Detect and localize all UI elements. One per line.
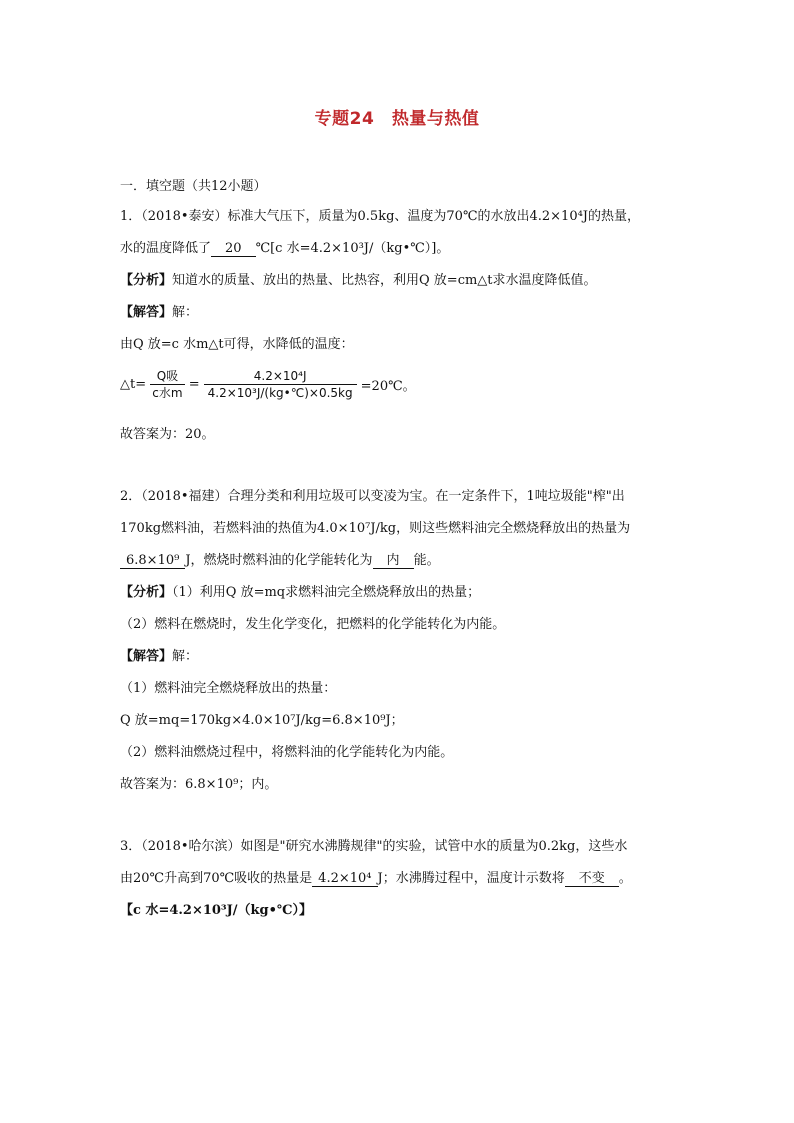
q1-solve-text: 解：	[172, 305, 199, 320]
solve-tag: 【解答】	[120, 305, 173, 320]
q2-step1: （1）燃料油完全燃烧释放出的热量：	[120, 681, 337, 696]
q1-formula	[120, 368, 416, 408]
analysis-tag: 【分析】	[120, 585, 173, 600]
q2-answer-blank-heat: 6.8×10⁹	[120, 553, 185, 569]
q2-step3: （2）燃料油燃烧过程中，将燃料油的化学能转化为内能。	[120, 745, 454, 760]
q2-line3-post: 能。	[413, 553, 440, 568]
formula-equals: =	[188, 377, 200, 392]
q2-solve-text: 解：	[172, 649, 199, 664]
solve-tag: 【解答】	[120, 649, 173, 664]
q3-line2-mid: J；水沸腾过程中，温度计示数将	[377, 871, 565, 886]
page-title: 专题24 热量与热值	[314, 109, 480, 129]
q3-line2-post: 。	[618, 871, 632, 886]
fraction-numerator: 4.2×10⁴J	[204, 368, 357, 385]
q3-line1: 3．（2018•哈尔滨）如图是"研究水沸腾规律"的实验，试管中水的质量为0.2kg，这些水	[120, 839, 628, 854]
fraction-denominator: 4.2×10³J/(kg•℃)×0.5kg	[207, 386, 353, 400]
q2-analysis	[120, 584, 480, 602]
q1-analysis-text: 知道水的质量、放出的热量、比热容，利用Q 放=cm△t求水温度降低值。	[172, 273, 597, 288]
q3-answer-blank-thermometer: 不变	[565, 871, 619, 887]
q2-step2: Q 放=mq=170kg×4.0×10⁷J/kg=6.8×10⁹J；	[120, 713, 404, 728]
q1-analysis	[120, 272, 597, 290]
q1-solve	[120, 304, 198, 322]
q1-line2-pre: 水的温度降低了	[120, 241, 212, 256]
q3-line2	[120, 870, 632, 888]
q2-analysis-text: （1）利用Q 放=mq求燃料油完全燃烧释放出的热量；	[172, 585, 481, 600]
q1-line1: 1．（2018•泰安）标准大气压下，质量为0.5kg、温度为70℃的水放出4.2×10⁴J的热量，	[120, 209, 641, 224]
q1-answer: 故答案为：20。	[120, 427, 215, 442]
fraction-q-over-cm	[150, 368, 184, 401]
section-heading: 一．填空题（共12小题）	[120, 179, 267, 194]
q3-answer-blank-heat: 4.2×10⁴	[312, 871, 377, 887]
q2-analysis2: （2）燃料在燃烧时，发生化学变化，把燃料的化学能转化为内能。	[120, 617, 506, 632]
fraction-values	[204, 368, 357, 401]
q2-line3	[120, 552, 440, 570]
q1-answer-blank: 20	[211, 241, 256, 257]
fraction-denominator: c水m	[152, 386, 183, 400]
formula-rhs: =20℃。	[360, 379, 416, 394]
q3-line2-pre: 由20℃升高到70℃吸收的热量是	[120, 871, 313, 886]
q3-line3: 【c 水=4.2×10³J/（kg•℃）】	[120, 903, 313, 918]
q2-solve	[120, 648, 198, 666]
q2-line1: 2．（2018•福建）合理分类和利用垃圾可以变凌为宝。在一定条件下，1吨垃圾能"榨"出	[120, 489, 625, 504]
formula-lhs: △t=	[120, 377, 147, 392]
fraction-numerator: Q吸	[150, 368, 184, 385]
q1-line2	[120, 240, 449, 258]
q1-step1: 由Q 放=c 水m△t可得，水降低的温度：	[120, 337, 354, 352]
q2-answer-blank-energy: 内	[373, 553, 414, 569]
q1-line2-post: ℃[c 水=4.2×10³J/（kg•℃）]。	[255, 241, 450, 256]
analysis-tag: 【分析】	[120, 273, 173, 288]
q2-line2: 170kg燃料油，若燃料油的热值为4.0×10⁷J/kg，则这些燃料油完全燃烧释放出的热量为	[120, 521, 631, 536]
q2-line3-mid: J，燃烧时燃料油的化学能转化为	[185, 553, 373, 568]
q2-answer: 故答案为：6.8×10⁹；内。	[120, 777, 278, 792]
